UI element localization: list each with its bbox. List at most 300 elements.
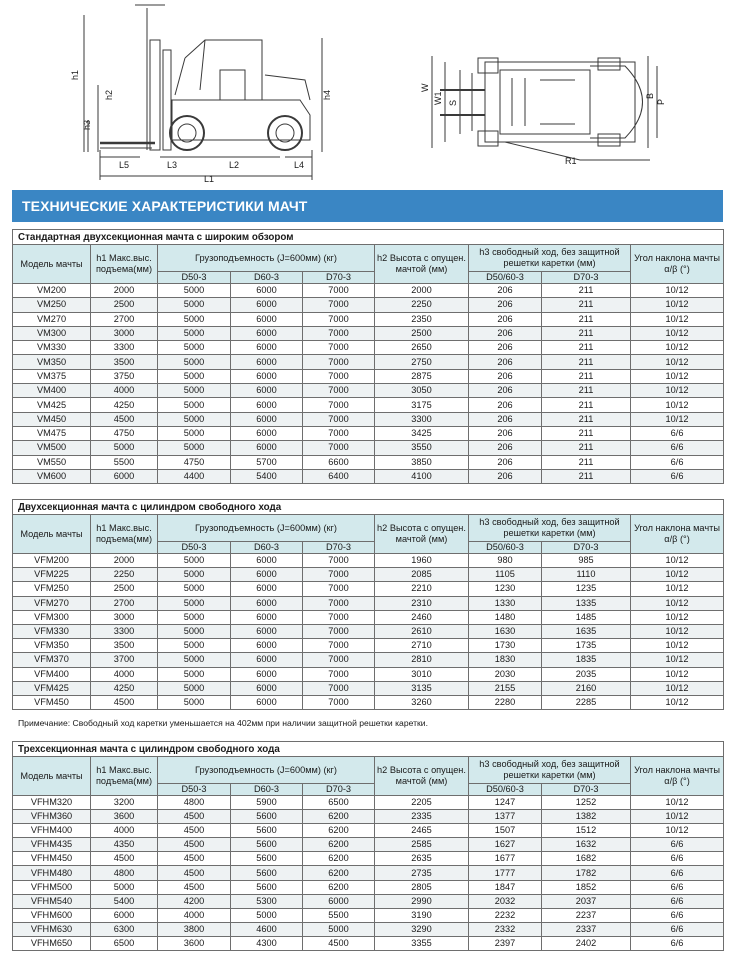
cell-cap-d50: 4500 [158,838,231,852]
cell-cap-d70: 7000 [303,639,375,653]
cell-h2: 3355 [375,936,469,950]
cell-model: VFM270 [13,596,91,610]
cell-h1: 2000 [91,554,158,568]
cell-cap-d70: 6200 [303,810,375,824]
col-subheader-h3-d70: D70-3 [542,784,631,796]
cell-cap-d50: 5000 [158,312,231,326]
cell-h3-d70: 2402 [542,936,631,950]
cell-h3-d70: 1635 [542,624,631,638]
cell-h1: 2700 [91,312,158,326]
cell-h3-d50-60: 1677 [469,852,542,866]
cell-h3-d50-60: 206 [469,312,542,326]
cell-h1: 3750 [91,369,158,383]
cell-model: VFHM630 [13,922,91,936]
cell-tilt: 10/12 [631,596,724,610]
cell-h3-d70: 211 [542,398,631,412]
cell-cap-d70: 7000 [303,596,375,610]
cell-cap-d70: 7000 [303,667,375,681]
cell-h3-d50-60: 206 [469,369,542,383]
cell-h1: 5000 [91,880,158,894]
cell-h2: 2465 [375,824,469,838]
cell-tilt: 10/12 [631,384,724,398]
cell-cap-d60: 4300 [231,936,303,950]
cell-h2: 2310 [375,596,469,610]
table-title: Двухсекционная мачта с цилиндром свободного хода [13,500,724,515]
cell-h3-d70: 2037 [542,894,631,908]
cell-tilt: 10/12 [631,667,724,681]
col-header-model: Модель мачты [13,757,91,796]
cell-h3-d50-60: 2155 [469,681,542,695]
cell-h2: 3050 [375,384,469,398]
cell-h3-d70: 2285 [542,695,631,709]
cell-cap-d60: 6000 [231,355,303,369]
section-banner: ТЕХНИЧЕСКИЕ ХАРАКТЕРИСТИКИ МАЧТ [12,190,723,222]
cell-model: VFHM650 [13,936,91,950]
cell-h2: 3175 [375,398,469,412]
cell-tilt: 10/12 [631,412,724,426]
cell-model: VM450 [13,412,91,426]
cell-h3-d50-60: 1330 [469,596,542,610]
col-header-h2: h2 Высота с опущен. мачтой (мм) [375,515,469,554]
cell-h3-d50-60: 1105 [469,568,542,582]
cell-cap-d70: 6200 [303,824,375,838]
table-note: Примечание: Свободный ход каретки уменьшается на 402мм при наличии защитной решетки каретки. [18,718,428,728]
cell-model: VM330 [13,341,91,355]
cell-cap-d50: 5000 [158,610,231,624]
cell-model: VFHM600 [13,908,91,922]
table-row [13,469,724,483]
cell-model: VM375 [13,369,91,383]
cell-tilt: 10/12 [631,312,724,326]
cell-h3-d50-60: 1480 [469,610,542,624]
cell-tilt: 6/6 [631,469,724,483]
cell-h1: 3000 [91,610,158,624]
cell-h1: 5000 [91,441,158,455]
cell-model: VM300 [13,326,91,340]
cell-cap-d60: 6000 [231,369,303,383]
cell-h3-d70: 1632 [542,838,631,852]
cell-cap-d50: 5000 [158,568,231,582]
cell-h2: 2210 [375,582,469,596]
dim-label-l1: L1 [204,174,215,184]
col-subheader-d70: D70-3 [303,272,375,284]
table-row [13,326,724,340]
cell-cap-d50: 5000 [158,412,231,426]
cell-h2: 2810 [375,653,469,667]
cell-model: VFM370 [13,653,91,667]
spec-table-three-stage-free-lift [12,741,724,951]
cell-h1: 4000 [91,667,158,681]
cell-h3-d70: 1835 [542,653,631,667]
cell-cap-d70: 4500 [303,936,375,950]
cell-cap-d70: 6500 [303,796,375,810]
cell-h3-d70: 1852 [542,880,631,894]
cell-h3-d50-60: 206 [469,341,542,355]
cell-tilt: 6/6 [631,880,724,894]
cell-tilt: 6/6 [631,936,724,950]
cell-h3-d50-60: 980 [469,554,542,568]
cell-cap-d70: 7000 [303,653,375,667]
dim-label-r1: R1 [565,156,577,166]
cell-cap-d60: 5400 [231,469,303,483]
cell-cap-d50: 5000 [158,441,231,455]
cell-h1: 4500 [91,695,158,709]
table-row [13,568,724,582]
cell-cap-d60: 5600 [231,838,303,852]
dim-label-h4: h4 [322,89,332,100]
cell-h3-d70: 1382 [542,810,631,824]
cell-cap-d70: 5000 [303,922,375,936]
cell-h2: 2750 [375,355,469,369]
cell-h3-d70: 211 [542,384,631,398]
cell-model: VM270 [13,312,91,326]
cell-h3-d50-60: 1777 [469,866,542,880]
table-row [13,667,724,681]
cell-h3-d70: 1782 [542,866,631,880]
col-subheader-h3-d50-60: D50/60-3 [469,542,542,554]
col-subheader-d70: D70-3 [303,542,375,554]
cell-cap-d70: 7000 [303,568,375,582]
table-row [13,810,724,824]
cell-h2: 2735 [375,866,469,880]
cell-tilt: 10/12 [631,568,724,582]
cell-cap-d60: 6000 [231,554,303,568]
cell-h3-d70: 211 [542,469,631,483]
col-subheader-d60: D60-3 [231,784,303,796]
cell-h2: 3550 [375,441,469,455]
col-header-capacity: Грузоподъемность (J=600мм) (кг) [158,757,375,784]
cell-tilt: 6/6 [631,908,724,922]
cell-cap-d50: 5000 [158,298,231,312]
cell-cap-d70: 7000 [303,312,375,326]
cell-h3-d50-60: 1247 [469,796,542,810]
cell-tilt: 10/12 [631,298,724,312]
cell-h2: 3190 [375,908,469,922]
cell-h3-d70: 211 [542,284,631,298]
cell-tilt: 10/12 [631,624,724,638]
cell-h3-d50-60: 2030 [469,667,542,681]
table-title: Трехсекционная мачта с цилиндром свободного хода [13,742,724,757]
cell-tilt: 6/6 [631,441,724,455]
cell-h2: 2710 [375,639,469,653]
cell-h3-d70: 211 [542,341,631,355]
cell-h2: 2875 [375,369,469,383]
cell-h1: 6000 [91,908,158,922]
cell-cap-d50: 5000 [158,695,231,709]
col-header-tilt: Угол наклона мачты α/β (°) [631,757,724,796]
cell-cap-d70: 5500 [303,908,375,922]
cell-cap-d50: 3800 [158,922,231,936]
cell-h2: 2085 [375,568,469,582]
cell-h3-d70: 211 [542,369,631,383]
cell-tilt: 10/12 [631,355,724,369]
cell-h3-d50-60: 1627 [469,838,542,852]
cell-cap-d60: 6000 [231,284,303,298]
cell-tilt: 6/6 [631,426,724,440]
table-row [13,441,724,455]
table-row [13,866,724,880]
cell-model: VFM250 [13,582,91,596]
cell-tilt: 10/12 [631,610,724,624]
cell-cap-d60: 6000 [231,639,303,653]
cell-h1: 2500 [91,298,158,312]
cell-h3-d50-60: 1377 [469,810,542,824]
table-row [13,653,724,667]
cell-h2: 2250 [375,298,469,312]
cell-model: VFHM540 [13,894,91,908]
cell-model: VFHM480 [13,866,91,880]
cell-cap-d60: 6000 [231,624,303,638]
cell-model: VM550 [13,455,91,469]
cell-tilt: 10/12 [631,681,724,695]
cell-h3-d70: 211 [542,312,631,326]
cell-h3-d70: 1335 [542,596,631,610]
cell-cap-d60: 5900 [231,796,303,810]
cell-h3-d70: 1110 [542,568,631,582]
cell-cap-d50: 4500 [158,880,231,894]
cell-h2: 2350 [375,312,469,326]
cell-cap-d70: 6200 [303,852,375,866]
cell-h2: 3010 [375,667,469,681]
cell-h1: 3600 [91,810,158,824]
cell-h1: 4250 [91,398,158,412]
cell-h3-d50-60: 206 [469,455,542,469]
cell-cap-d50: 5000 [158,624,231,638]
cell-h2: 2635 [375,852,469,866]
cell-cap-d50: 5000 [158,426,231,440]
cell-h1: 4750 [91,426,158,440]
cell-h3-d70: 211 [542,326,631,340]
cell-tilt: 6/6 [631,894,724,908]
cell-cap-d50: 5000 [158,582,231,596]
cell-model: VM600 [13,469,91,483]
cell-h3-d50-60: 206 [469,384,542,398]
table-row [13,398,724,412]
cell-cap-d70: 7000 [303,369,375,383]
dim-label-w1: W1 [433,91,443,105]
cell-h1: 2000 [91,284,158,298]
cell-cap-d50: 4500 [158,852,231,866]
table-row [13,824,724,838]
cell-cap-d70: 7000 [303,681,375,695]
cell-tilt: 6/6 [631,922,724,936]
cell-model: VM200 [13,284,91,298]
cell-cap-d50: 4200 [158,894,231,908]
cell-model: VFM400 [13,667,91,681]
col-header-capacity: Грузоподъемность (J=600мм) (кг) [158,515,375,542]
cell-h3-d70: 1235 [542,582,631,596]
cell-h3-d50-60: 2332 [469,922,542,936]
cell-h3-d70: 1735 [542,639,631,653]
col-subheader-d70: D70-3 [303,784,375,796]
cell-cap-d50: 4500 [158,824,231,838]
cell-h3-d50-60: 1847 [469,880,542,894]
table-title: Стандартная двухсекционная мачта с широким обзором [13,230,724,245]
cell-tilt: 10/12 [631,398,724,412]
cell-model: VM350 [13,355,91,369]
cell-cap-d60: 6000 [231,341,303,355]
cell-cap-d50: 4000 [158,908,231,922]
cell-h1: 3500 [91,355,158,369]
cell-cap-d50: 5000 [158,284,231,298]
cell-h3-d50-60: 1230 [469,582,542,596]
col-header-tilt: Угол наклона мачты α/β (°) [631,245,724,284]
col-header-model: Модель мачты [13,515,91,554]
cell-cap-d50: 5000 [158,384,231,398]
cell-h3-d50-60: 206 [469,355,542,369]
cell-h2: 2610 [375,624,469,638]
cell-cap-d70: 7000 [303,426,375,440]
table-row [13,554,724,568]
cell-cap-d50: 5000 [158,681,231,695]
cell-model: VM425 [13,398,91,412]
col-subheader-h3-d50-60: D50/60-3 [469,784,542,796]
cell-h3-d50-60: 206 [469,412,542,426]
cell-h3-d70: 2337 [542,922,631,936]
cell-h3-d70: 211 [542,412,631,426]
cell-tilt: 10/12 [631,554,724,568]
cell-cap-d60: 5600 [231,824,303,838]
cell-tilt: 10/12 [631,824,724,838]
col-header-capacity: Грузоподъемность (J=600мм) (кг) [158,245,375,272]
cell-h2: 2500 [375,326,469,340]
table-row [13,880,724,894]
forklift-top-view-drawing [0,0,733,185]
cell-cap-d70: 6000 [303,894,375,908]
cell-cap-d60: 6000 [231,695,303,709]
cell-tilt: 10/12 [631,639,724,653]
cell-tilt: 6/6 [631,838,724,852]
col-header-h1: h1 Макс.выс. подъема(мм) [91,515,158,554]
cell-h3-d70: 211 [542,298,631,312]
col-header-h3: h3 свободный ход, без защитной решетки каретки (мм) [469,757,631,784]
cell-h3-d70: 211 [542,455,631,469]
cell-cap-d70: 7000 [303,298,375,312]
table-row [13,681,724,695]
cell-cap-d70: 7000 [303,610,375,624]
dim-label-b: B [645,92,655,99]
cell-model: VM500 [13,441,91,455]
cell-model: VM475 [13,426,91,440]
cell-model: VFM350 [13,639,91,653]
cell-cap-d70: 7000 [303,624,375,638]
cell-h3-d50-60: 206 [469,326,542,340]
table-row [13,596,724,610]
table-row [13,838,724,852]
cell-model: VM400 [13,384,91,398]
cell-cap-d50: 4400 [158,469,231,483]
cell-model: VM250 [13,298,91,312]
cell-h2: 2650 [375,341,469,355]
cell-h1: 3300 [91,624,158,638]
cell-model: VFHM435 [13,838,91,852]
spec-table-two-stage-free-lift [12,499,724,710]
cell-h1: 3000 [91,326,158,340]
cell-h3-d70: 211 [542,441,631,455]
table-row [13,341,724,355]
cell-cap-d50: 5000 [158,653,231,667]
table-row [13,639,724,653]
cell-cap-d70: 6200 [303,838,375,852]
dim-label-h2: h2 [104,89,114,100]
col-subheader-h3-d70: D70-3 [542,272,631,284]
cell-cap-d70: 7000 [303,355,375,369]
cell-model: VFM330 [13,624,91,638]
cell-h3-d70: 2160 [542,681,631,695]
cell-cap-d70: 7000 [303,326,375,340]
cell-cap-d50: 4800 [158,796,231,810]
cell-tilt: 10/12 [631,810,724,824]
col-subheader-d50: D50-3 [158,272,231,284]
cell-h3-d70: 211 [542,426,631,440]
cell-h3-d50-60: 206 [469,398,542,412]
cell-cap-d60: 6000 [231,610,303,624]
cell-h3-d50-60: 206 [469,469,542,483]
dim-label-s: S [448,99,458,106]
cell-cap-d60: 6000 [231,398,303,412]
cell-cap-d70: 6400 [303,469,375,483]
cell-cap-d60: 6000 [231,568,303,582]
cell-h1: 5400 [91,894,158,908]
table-row [13,796,724,810]
cell-model: VFHM500 [13,880,91,894]
col-header-model: Модель мачты [13,245,91,284]
cell-h2: 2990 [375,894,469,908]
cell-cap-d60: 6000 [231,667,303,681]
col-subheader-d50: D50-3 [158,542,231,554]
cell-cap-d60: 6000 [231,326,303,340]
cell-cap-d50: 4750 [158,455,231,469]
cell-h2: 2805 [375,880,469,894]
cell-h1: 2250 [91,568,158,582]
cell-cap-d70: 7000 [303,341,375,355]
cell-h1: 5500 [91,455,158,469]
cell-cap-d70: 6200 [303,880,375,894]
cell-cap-d60: 6000 [231,653,303,667]
cell-h2: 2460 [375,610,469,624]
table-row [13,384,724,398]
cell-h3-d50-60: 206 [469,298,542,312]
cell-h2: 1960 [375,554,469,568]
cell-cap-d60: 6000 [231,312,303,326]
cell-cap-d70: 7000 [303,441,375,455]
cell-h1: 3500 [91,639,158,653]
cell-cap-d50: 5000 [158,369,231,383]
cell-h3-d50-60: 1630 [469,624,542,638]
cell-tilt: 10/12 [631,653,724,667]
cell-cap-d70: 7000 [303,384,375,398]
col-subheader-d50: D50-3 [158,784,231,796]
cell-model: VFM450 [13,695,91,709]
cell-cap-d60: 6000 [231,596,303,610]
cell-cap-d60: 5600 [231,810,303,824]
dim-label-l4: L4 [294,160,305,170]
cell-model: VFM225 [13,568,91,582]
cell-cap-d60: 6000 [231,681,303,695]
col-header-h1: h1 Макс.выс. подъема(мм) [91,757,158,796]
cell-h1: 3300 [91,341,158,355]
cell-h1: 2700 [91,596,158,610]
cell-cap-d50: 5000 [158,398,231,412]
table-row [13,412,724,426]
cell-cap-d70: 7000 [303,398,375,412]
dim-label-h1: h1 [70,69,80,80]
col-subheader-h3-d50-60: D50/60-3 [469,272,542,284]
cell-h2: 3135 [375,681,469,695]
col-header-h2: h2 Высота с опущен. мачтой (мм) [375,245,469,284]
cell-cap-d60: 6000 [231,298,303,312]
table-row [13,624,724,638]
